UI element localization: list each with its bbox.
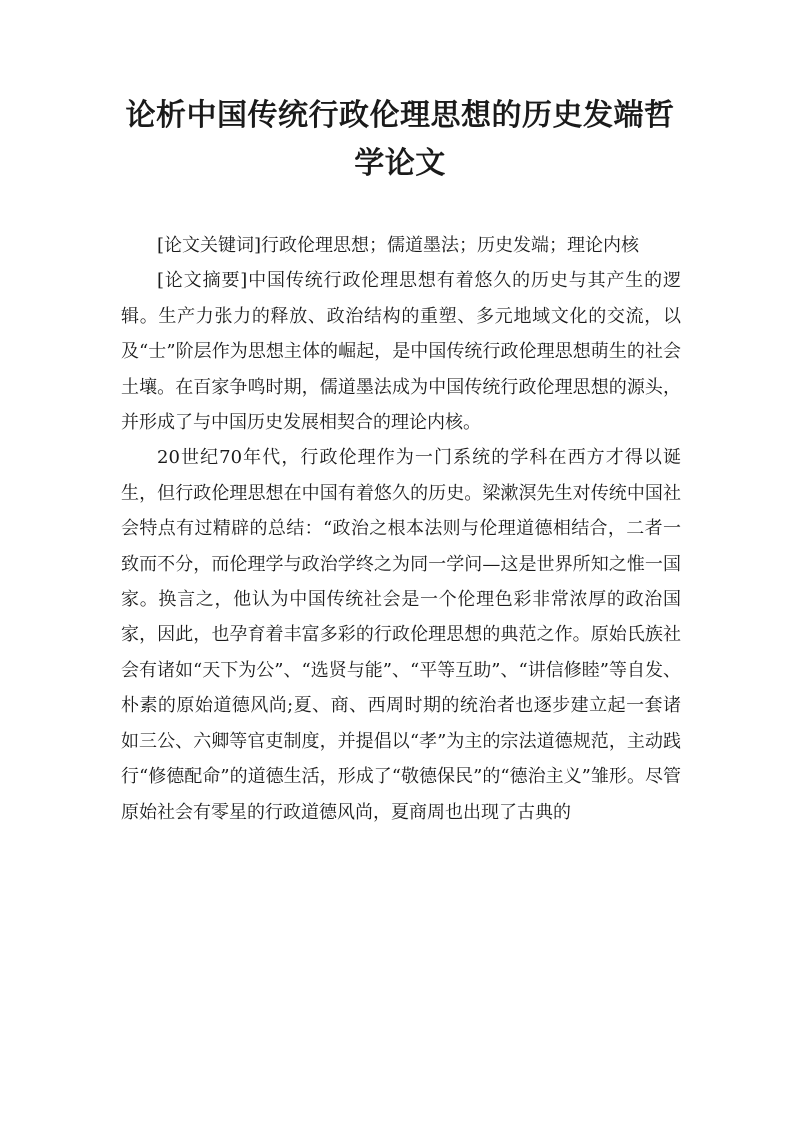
- keywords-paragraph: [论文关键词]行政伦理思想；儒道墨法；历史发端；理论内核: [157, 235, 640, 256]
- body-paragraph: 20世纪70年代，行政伦理作为一门系统的学科在西方才得以诞生，但行政伦理思想在中国有着悠久的历史。梁漱溟先生对传统中国社会特点有过精辟的总结：“政治之根本法则与伦理道德相结合，二者一致而不分，而伦理学与政治学终之为同一学问—这是世界所知之惟一国家。换言之，他认为中国传统社会是一个伦理色彩非常浓厚的政治国家，因此，也孕育着丰富多彩的行政伦理思想的典范之作。原始氏族社会有诸如“天下为公”、“选贤与能”、“平等互助”、“讲信修睦”等自发、朴素的原始道德风尚;夏、商、西周时期的统治者也逐步建立起一套诸如三公、六卿等官吏制度，并提倡以“孝”为主的宗法道德规范，主动践行“修德配命”的道德生活，形成了“敬德保民”的“德治主义”雏形。尽管原始社会有零星的行政道德风尚，夏商周也出现了古典的: [121, 447, 681, 823]
- document-title: 论析中国传统行政伦理思想的历史发端哲学论文: [125, 98, 675, 181]
- abstract-paragraph: [论文摘要]中国传统行政伦理思想有着悠久的历史与其产生的逻辑。生产力张力的释放、政治结构的重塑、多元地域文化的交流，以及“士”阶层作为思想主体的崛起，是中国传统行政伦理思想萌生的社会土壤。在百家争鸣时期，儒道墨法成为中国传统行政伦理思想的源头，并形成了与中国历史发展相契合的理论内核。: [121, 270, 681, 434]
- document-body: [121, 228, 681, 830]
